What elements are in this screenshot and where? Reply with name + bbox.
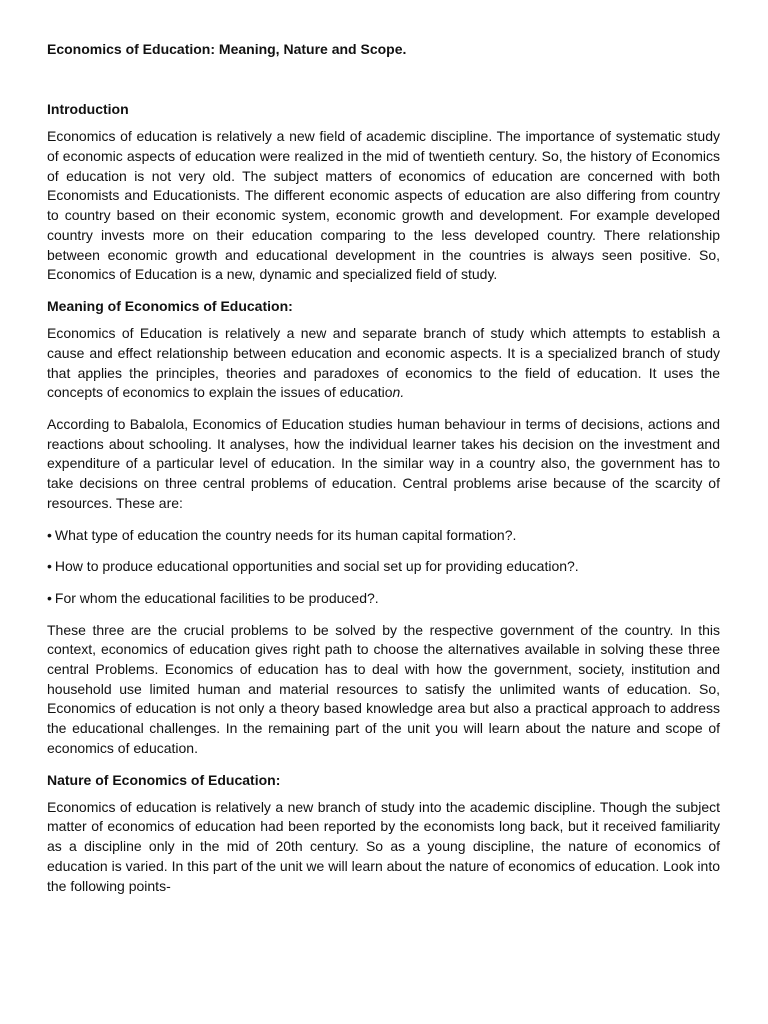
nature-heading: Nature of Economics of Education:: [47, 771, 281, 788]
meaning-paragraph-1: [47, 324, 720, 403]
meaning-paragraph-1-main: Economics of Education is relatively a new and separate branch of study which attempts to establish a cause and effect relationship between education and economic aspects. It is a specialized branch of study that applies the principles, theories and paradoxes of economics to the field of education. It uses the concepts of economics to explain the issues of educatio: [47, 325, 720, 401]
document-title: Economics of Education: Meaning, Nature and Scope.: [47, 41, 407, 57]
meaning-paragraph-1-italic-tail: n.: [392, 384, 405, 401]
nature-paragraph: Economics of education is relatively a new branch of study into the academic discipline. Though the subject matter of economics of education had been reported by the economists long back, but it received familiarity as a discipline only in the mid of 20th century. So as a young discipline, the nature of economics of education is varied. In this part of the unit we will learn about the nature of economics of education. Look into the following points-: [47, 798, 720, 894]
bullet-item: [47, 589, 720, 609]
meaning-heading: Meaning of Economics of Education:: [47, 298, 293, 314]
meaning-paragraph-3: These three are the crucial problems to be solved by the respective government of the country. In this context, economics of education gives right path to choose the alternatives available in solving these three central Problems. Economics of education has to deal with how the government, society, institution and household use limited human and material resources to satisfy the unlimited wants of education. So, Economics of education is not only a theory based knowledge area but also a practical approach to address the educational challenges. In the remaining part of the unit you will learn about the nature and scope of economics of education.: [47, 621, 720, 756]
meaning-paragraph-2: According to Babalola, Economics of Education studies human behaviour in terms of decisions, actions and reactions about schooling. It analyses, how the individual learner takes his decision on the investment and expenditure of a particular level of education. In the similar way in a country also, the government has to take decisions on three central problems of education. Central problems arise because of the scarcity of resources. These are:: [47, 416, 720, 511]
bullet-text: For whom the educational facilities to be produced?.: [54, 589, 379, 606]
bullet-icon: •: [47, 558, 52, 575]
bullet-item: [47, 557, 720, 577]
bullet-text: How to produce educational opportunities and social set up for providing education?.: [54, 558, 579, 575]
introduction-paragraph: Economics of education is relatively a new field of academic discipline. The importance of systematic study of economic aspects of education were realized in the mid of twentieth century. So, the history of Economics of education is not very old. The subject matters of economics of education are concerned with both Economists and Educationists. The different economic aspects of education are also differing from country to country based on their economic system, economic growth and development. For example developed country invests more on their education comparing to the less developed country. There relationship between economic growth and educational development in the countries is always seen positive. So, Economics of Education is a new, dynamic and specialized field of study.: [47, 128, 720, 283]
introduction-heading: Introduction: [47, 101, 129, 118]
bullet-icon: •: [47, 526, 52, 543]
document-page: [47, 40, 720, 908]
bullet-text: What type of education the country needs for its human capital formation?.: [54, 526, 517, 543]
bullet-item: [47, 526, 720, 546]
bullet-icon: •: [47, 589, 52, 606]
